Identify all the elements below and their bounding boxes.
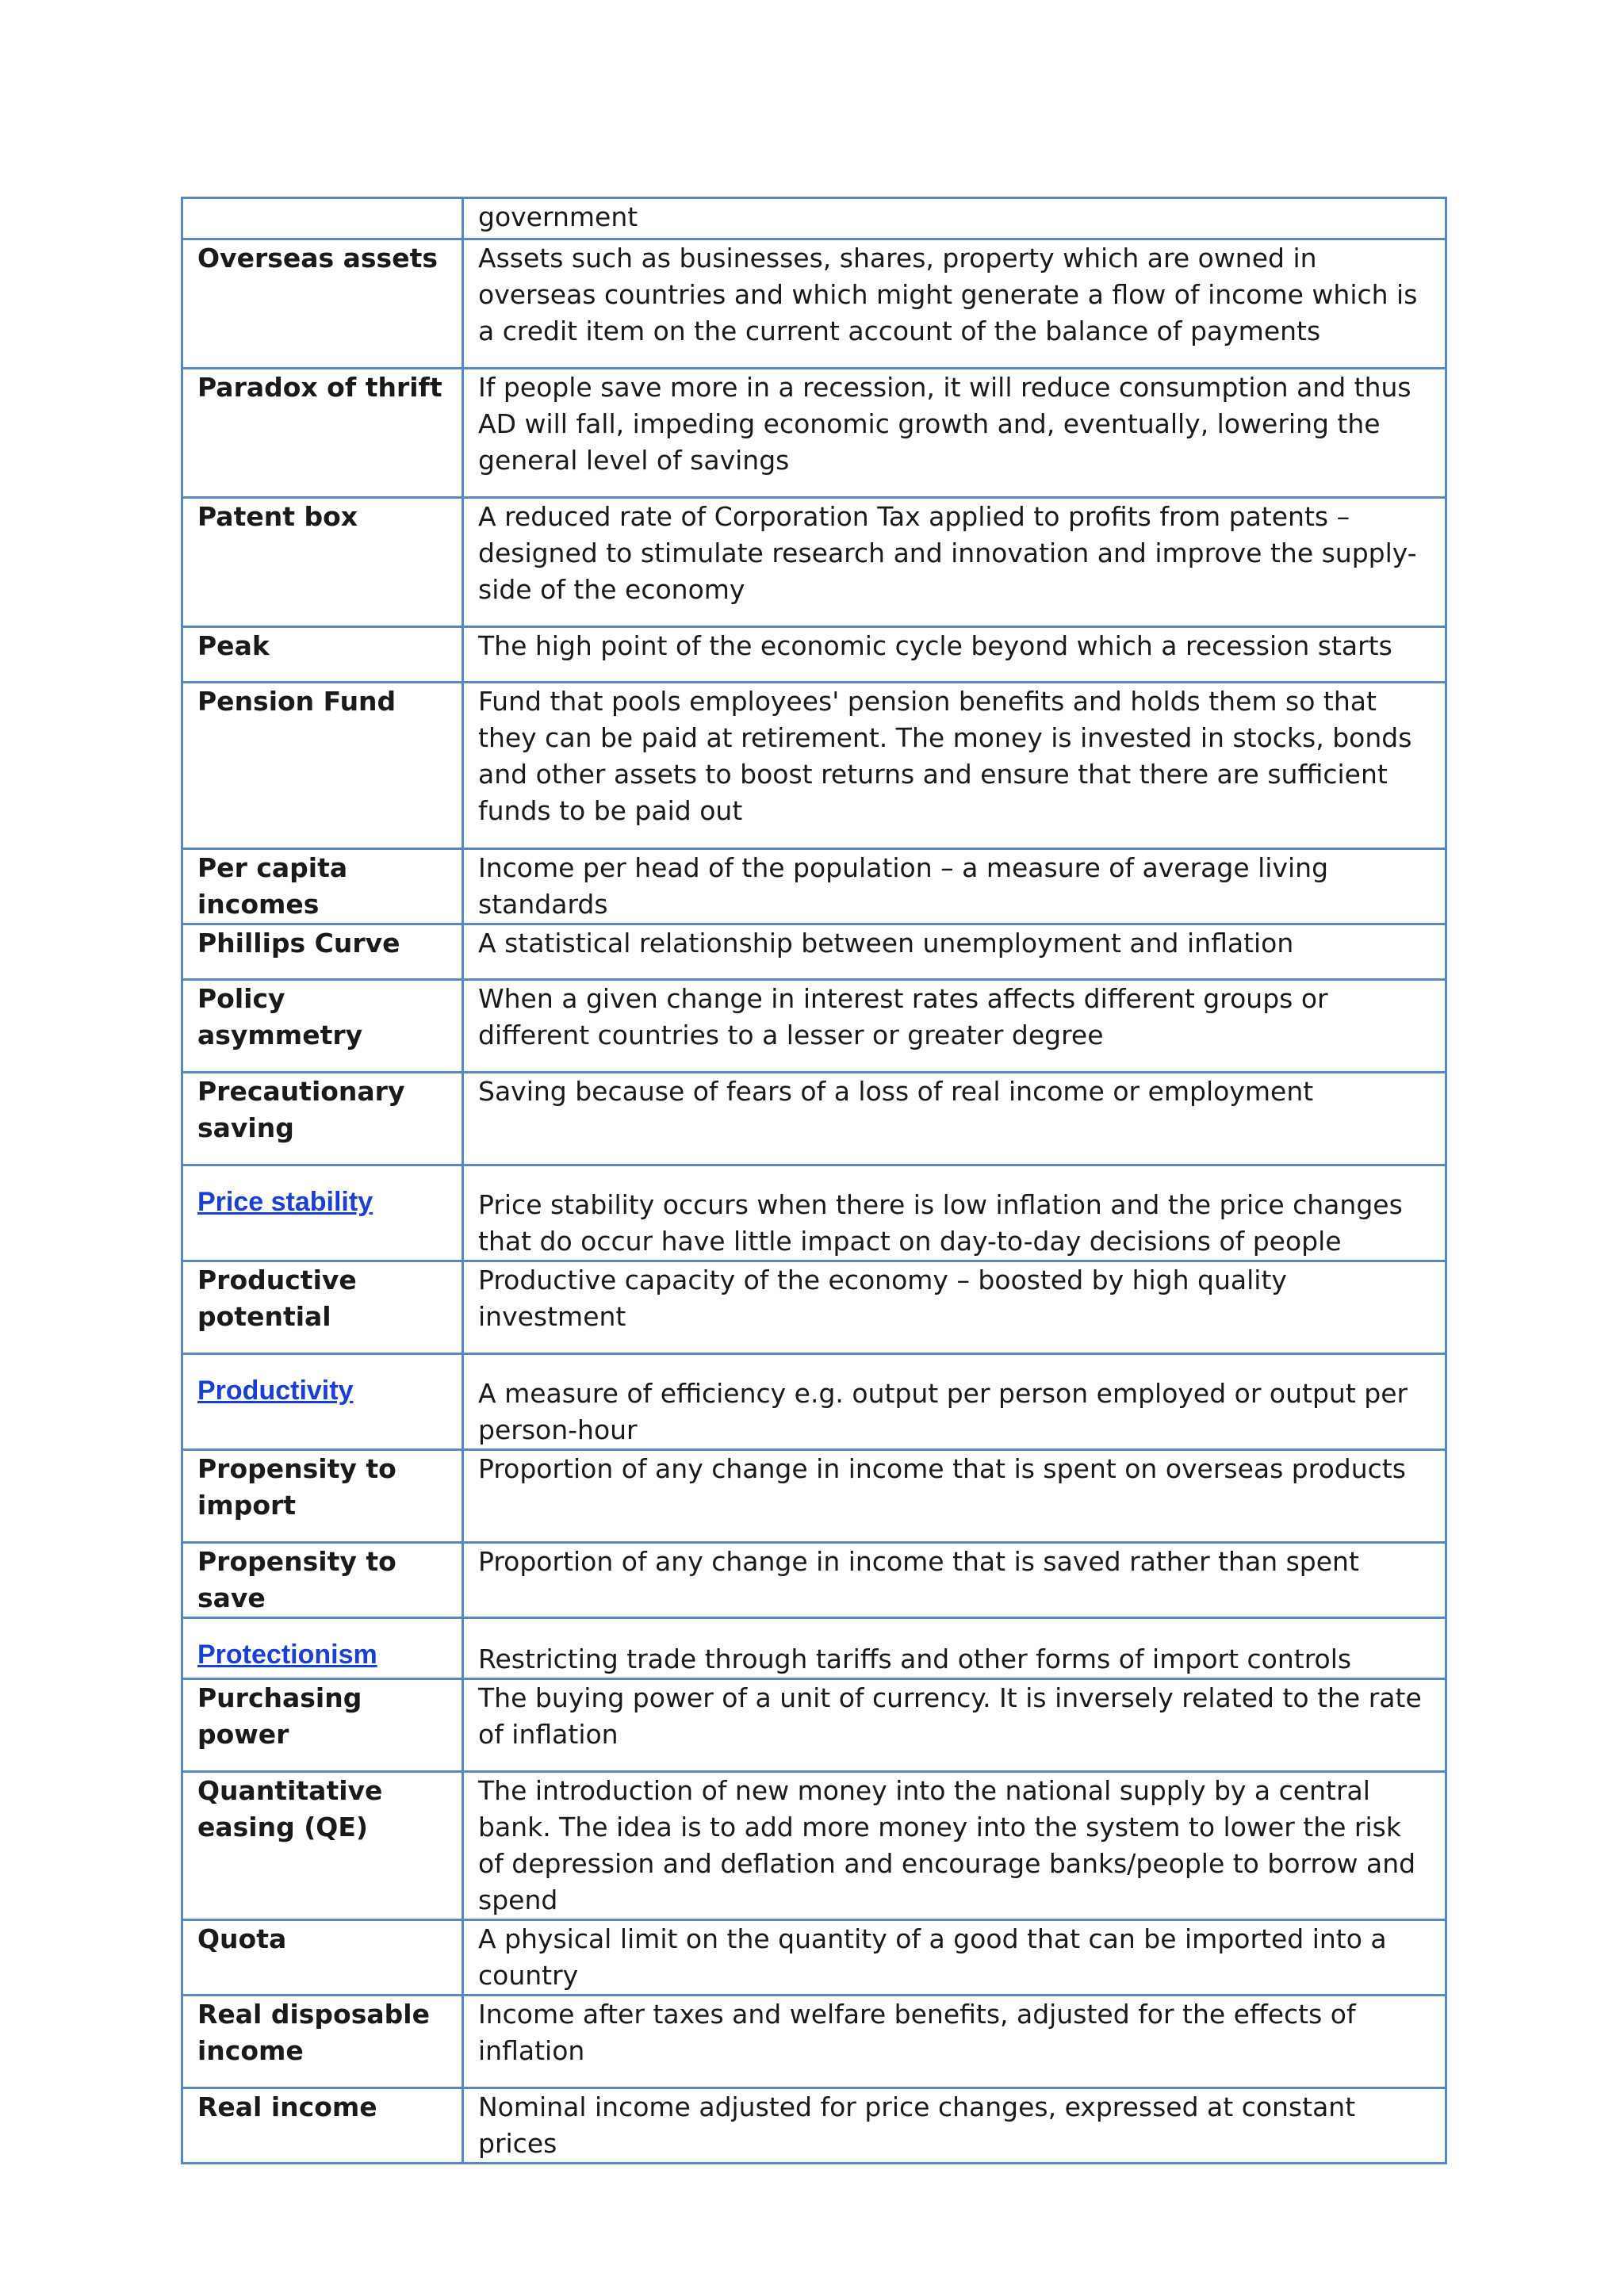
table-row: [182, 369, 1446, 498]
definition-cell: When a given change in interest rates affects different groups or different countries to a lesser or greater degree: [463, 980, 1446, 1073]
definition-cell: A statistical relationship between unemployment and inflation: [463, 924, 1446, 980]
term-cell: Productive potential: [182, 1261, 463, 1354]
term-cell: Quantitative easing (QE): [182, 1772, 463, 1920]
definition-cell: Nominal income adjusted for price changes, expressed at constant prices: [463, 2088, 1446, 2164]
term-cell: [182, 198, 463, 239]
table-row: [182, 498, 1446, 627]
definition-cell: A physical limit on the quantity of a good that can be imported into a country: [463, 1920, 1446, 1996]
table-row: [182, 1996, 1446, 2088]
table-row: [182, 980, 1446, 1073]
term-cell: Real disposable income: [182, 1996, 463, 2088]
table-row: [182, 1450, 1446, 1543]
term-cell: Per capita incomes: [182, 849, 463, 924]
definition-cell: Productive capacity of the economy – boosted by high quality investment: [463, 1261, 1446, 1354]
term-link-protectionism[interactable]: Protectionism: [197, 1640, 377, 1670]
term-cell: Paradox of thrift: [182, 369, 463, 498]
definition-cell: government: [463, 198, 1446, 239]
term-link-productivity[interactable]: Productivity: [197, 1376, 354, 1406]
table-row: [182, 198, 1446, 239]
definition-cell: A measure of efficiency e.g. output per person employed or output per person-hour: [463, 1354, 1446, 1450]
definition-cell: Income per head of the population – a measure of average living standards: [463, 849, 1446, 924]
table-row: [182, 1073, 1446, 1165]
table-row: [182, 683, 1446, 849]
term-cell: Propensity to save: [182, 1543, 463, 1618]
term-cell: [182, 1618, 463, 1679]
term-link-price-stability[interactable]: Price stability: [197, 1187, 373, 1217]
definition-cell: A reduced rate of Corporation Tax applied to profits from patents – designed to stimulate research and innovation and improve the supply-side of the economy: [463, 498, 1446, 627]
table-row: [182, 849, 1446, 924]
term-cell: Patent box: [182, 498, 463, 627]
definition-cell: Income after taxes and welfare benefits, adjusted for the effects of inflation: [463, 1996, 1446, 2088]
term-cell: Real income: [182, 2088, 463, 2164]
definition-cell: Restricting trade through tariffs and other forms of import controls: [463, 1618, 1446, 1679]
table-row: [182, 1543, 1446, 1618]
definition-cell: Fund that pools employees' pension benefits and holds them so that they can be paid at retirement. The money is invested in stocks, bonds and other assets to boost returns and ensure that there are sufficient funds to be paid out: [463, 683, 1446, 849]
term-cell: Peak: [182, 627, 463, 683]
table-row: [182, 627, 1446, 683]
table-row: [182, 1354, 1446, 1450]
table-row: [182, 1618, 1446, 1679]
table-row: [182, 1261, 1446, 1354]
table-row: [182, 1679, 1446, 1772]
table-row: [182, 1772, 1446, 1920]
definition-cell: The high point of the economic cycle beyond which a recession starts: [463, 627, 1446, 683]
table-row: [182, 1920, 1446, 1996]
table-row: [182, 239, 1446, 369]
term-cell: Propensity to import: [182, 1450, 463, 1543]
term-cell: Quota: [182, 1920, 463, 1996]
table-row: [182, 924, 1446, 980]
definition-cell: Proportion of any change in income that is spent on overseas products: [463, 1450, 1446, 1543]
definition-cell: Price stability occurs when there is low inflation and the price changes that do occur have little impact on day-to-day decisions of people: [463, 1165, 1446, 1261]
term-cell: [182, 1165, 463, 1261]
table-row: [182, 1165, 1446, 1261]
glossary-table: [181, 197, 1447, 2164]
definition-cell: Saving because of fears of a loss of real income or employment: [463, 1073, 1446, 1165]
term-cell: Policy asymmetry: [182, 980, 463, 1073]
term-cell: Phillips Curve: [182, 924, 463, 980]
definition-cell: The buying power of a unit of currency. It is inversely related to the rate of inflation: [463, 1679, 1446, 1772]
term-cell: Overseas assets: [182, 239, 463, 369]
table-row: [182, 2088, 1446, 2164]
definition-cell: Assets such as businesses, shares, property which are owned in overseas countries and which might generate a flow of income which is a credit item on the current account of the balance of payments: [463, 239, 1446, 369]
term-cell: Purchasing power: [182, 1679, 463, 1772]
term-cell: [182, 1354, 463, 1450]
term-cell: Pension Fund: [182, 683, 463, 849]
definition-cell: Proportion of any change in income that is saved rather than spent: [463, 1543, 1446, 1618]
definition-cell: If people save more in a recession, it will reduce consumption and thus AD will fall, impeding economic growth and, eventually, lowering the general level of savings: [463, 369, 1446, 498]
term-cell: Precautionary saving: [182, 1073, 463, 1165]
definition-cell: The introduction of new money into the national supply by a central bank. The idea is to add more money into the system to lower the risk of depression and deflation and encourage banks/people to borrow and spend: [463, 1772, 1446, 1920]
